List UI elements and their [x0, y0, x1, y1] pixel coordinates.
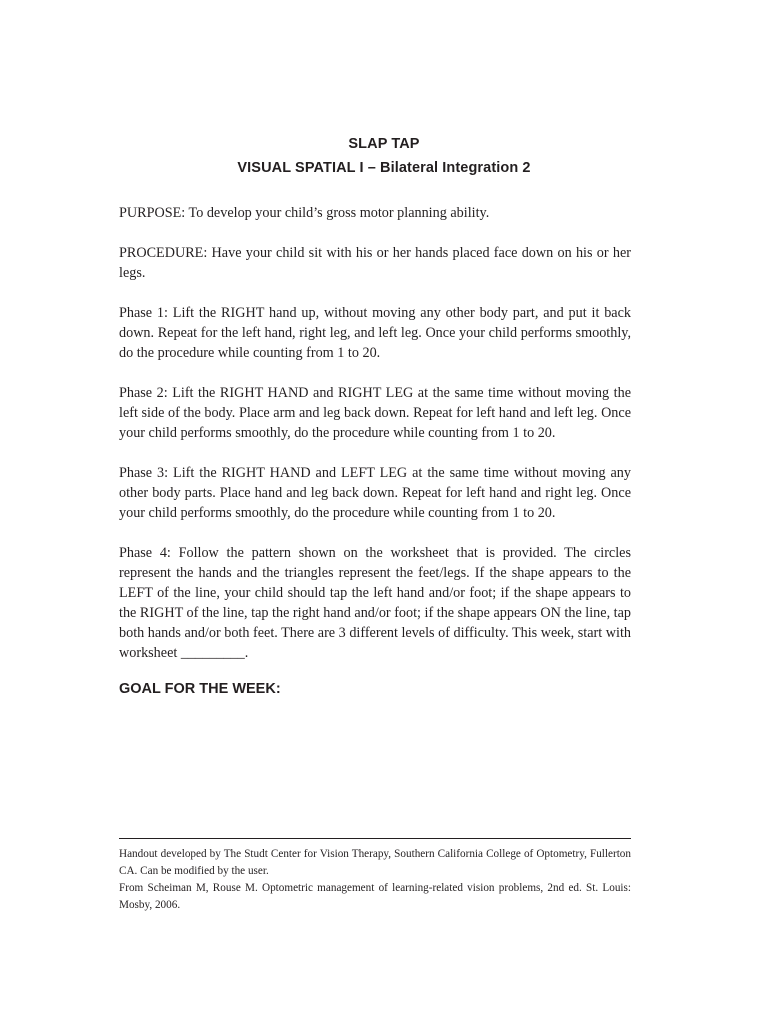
footer-credit: Handout developed by The Studt Center for Vision Therapy, Southern California College of Optometry, Fullerton CA. Can be modified by the user. [119, 848, 631, 877]
footer-divider [119, 838, 631, 839]
phase-4-paragraph: Phase 4: Follow the pattern shown on the worksheet that is provided. The circles represent the hands and the triangles represent the feet/legs. If the shape appears to the LEFT of the line, your child should tap the left hand and/or foot; if the shape appears to the RIGHT of the line, tap the right hand and/or foot; if the shape appears ON the line, tap both hands and/or both feet. There are 3 different levels of difficulty. This week, start with worksheet _________. [119, 545, 631, 661]
document-title: SLAP TAP [348, 136, 420, 152]
purpose-paragraph: PURPOSE: To develop your child’s gross motor planning ability. [119, 205, 490, 221]
footer-reference: From Scheiman M, Rouse M. Optometric management of learning-related vision problems, 2nd ed. St. Louis: Mosby, 2006. [119, 882, 631, 911]
phase-3-paragraph: Phase 3: Lift the RIGHT HAND and LEFT LEG at the same time without moving any other body parts. Place hand and leg back down. Repeat for left hand and right leg. Once your child performs smoothly, do the procedure while counting from 1 to 20. [119, 465, 631, 521]
goal-heading: GOAL FOR THE WEEK: [119, 681, 281, 697]
document-subtitle: VISUAL SPATIAL I – Bilateral Integration 2 [237, 160, 531, 176]
procedure-paragraph: PROCEDURE: Have your child sit with his or her hands placed face down on his or her legs. [119, 245, 631, 281]
phase-2-paragraph: Phase 2: Lift the RIGHT HAND and RIGHT LEG at the same time without moving the left side of the body. Place arm and leg back down. Repeat for left hand and left leg. Once your child performs smoothly, do the procedure while counting from 1 to 20. [119, 385, 631, 441]
phase-1-paragraph: Phase 1: Lift the RIGHT hand up, without moving any other body part, and put it back down. Repeat for the left hand, right leg, and left leg. Once your child performs smoothly, do the procedure while counting from 1 to 20. [119, 305, 631, 361]
